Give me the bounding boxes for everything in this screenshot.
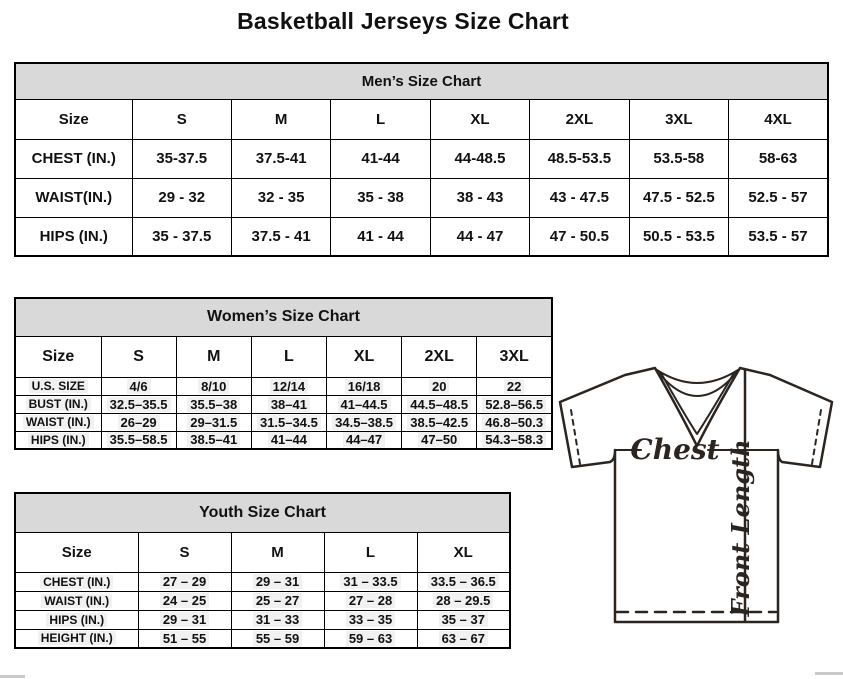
column-header: 2XL bbox=[530, 99, 629, 139]
header-row bbox=[15, 532, 510, 572]
size-cell: 47.5 - 52.5 bbox=[629, 178, 728, 217]
size-cell: 38–41 bbox=[251, 395, 326, 413]
size-cell: 31 – 33.5 bbox=[324, 572, 417, 591]
banner-row bbox=[15, 63, 828, 99]
size-cell: 31.5–34.5 bbox=[251, 413, 326, 431]
column-header: L bbox=[251, 336, 326, 377]
size-cell: 52.5 - 57 bbox=[729, 178, 828, 217]
column-header: 4XL bbox=[729, 99, 828, 139]
size-cell: 32 - 35 bbox=[231, 178, 330, 217]
size-cell: 41 - 44 bbox=[331, 217, 430, 256]
column-header: S bbox=[101, 336, 176, 377]
size-cell: 35.5–58.5 bbox=[101, 431, 176, 449]
size-cell: 44–47 bbox=[326, 431, 401, 449]
collar-rib-line bbox=[657, 370, 738, 383]
front-length-label: Front Length bbox=[726, 439, 755, 617]
size-cell: 41–44.5 bbox=[326, 395, 401, 413]
right-cuff-dashed-line bbox=[812, 410, 821, 464]
table-row bbox=[15, 178, 828, 217]
column-header: M bbox=[231, 99, 330, 139]
size-cell: 29–31.5 bbox=[176, 413, 251, 431]
size-cell: 16/18 bbox=[326, 377, 401, 395]
size-cell: 41-44 bbox=[331, 139, 430, 178]
row-label: HIPS (IN.) bbox=[15, 217, 132, 256]
size-cell: 38 - 43 bbox=[430, 178, 529, 217]
column-header: M bbox=[176, 336, 251, 377]
table-row bbox=[15, 629, 510, 648]
size-cell: 32.5–35.5 bbox=[101, 395, 176, 413]
column-header: 3XL bbox=[477, 336, 552, 377]
jersey-illustration bbox=[556, 360, 843, 632]
size-cell: 46.8–50.3 bbox=[477, 413, 552, 431]
banner-row bbox=[15, 298, 552, 336]
column-header: 3XL bbox=[629, 99, 728, 139]
size-cell: 20 bbox=[402, 377, 477, 395]
table-row bbox=[15, 572, 510, 591]
womens-size-chart-table bbox=[14, 297, 553, 450]
column-header: Size bbox=[15, 532, 138, 572]
row-label: CHEST (IN.) bbox=[15, 139, 132, 178]
row-label: CHEST (IN.) bbox=[15, 572, 138, 591]
row-label: HEIGHT (IN.) bbox=[15, 629, 138, 648]
column-header: 2XL bbox=[402, 336, 477, 377]
size-cell: 53.5-58 bbox=[629, 139, 728, 178]
youth-size-chart-table bbox=[14, 492, 511, 649]
size-cell: 59 – 63 bbox=[324, 629, 417, 648]
size-cell: 53.5 - 57 bbox=[729, 217, 828, 256]
chest-label: Chest bbox=[630, 433, 720, 466]
size-cell: 35 – 37 bbox=[417, 610, 510, 629]
table-row bbox=[15, 591, 510, 610]
size-cell: 51 – 55 bbox=[138, 629, 231, 648]
table-row bbox=[15, 377, 552, 395]
table-row bbox=[15, 139, 828, 178]
row-label: U.S. SIZE bbox=[15, 377, 101, 395]
size-cell: 29 - 32 bbox=[132, 178, 231, 217]
mens-size-chart-table bbox=[14, 62, 829, 257]
column-header: S bbox=[132, 99, 231, 139]
chart-banner: Women’s Size Chart bbox=[15, 298, 552, 336]
size-cell: 55 – 59 bbox=[231, 629, 324, 648]
size-cell: 27 – 28 bbox=[324, 591, 417, 610]
column-header: XL bbox=[430, 99, 529, 139]
size-cell: 63 – 67 bbox=[417, 629, 510, 648]
row-label: HIPS (IN.) bbox=[15, 610, 138, 629]
banner-row bbox=[15, 493, 510, 532]
column-header: XL bbox=[326, 336, 401, 377]
table-row bbox=[15, 217, 828, 256]
size-cell: 38.5–42.5 bbox=[402, 413, 477, 431]
left-cuff-dashed-line bbox=[571, 410, 580, 464]
size-cell: 37.5-41 bbox=[231, 139, 330, 178]
row-label: WAIST(IN.) bbox=[15, 178, 132, 217]
row-label: BUST (IN.) bbox=[15, 395, 101, 413]
size-cell: 44-48.5 bbox=[430, 139, 529, 178]
size-cell: 47 - 50.5 bbox=[530, 217, 629, 256]
jersey-measurement-diagram bbox=[556, 360, 843, 632]
size-cell: 38.5–41 bbox=[176, 431, 251, 449]
size-cell: 58-63 bbox=[729, 139, 828, 178]
table-row bbox=[15, 413, 552, 431]
size-cell: 50.5 - 53.5 bbox=[629, 217, 728, 256]
chart-banner: Youth Size Chart bbox=[15, 493, 510, 532]
size-cell: 47–50 bbox=[402, 431, 477, 449]
size-cell: 4/6 bbox=[101, 377, 176, 395]
scrollbar-fragment-left bbox=[0, 675, 25, 678]
size-cell: 29 – 31 bbox=[138, 610, 231, 629]
size-cell: 35 - 37.5 bbox=[132, 217, 231, 256]
column-header: XL bbox=[417, 532, 510, 572]
size-cell: 26–29 bbox=[101, 413, 176, 431]
size-cell: 31 – 33 bbox=[231, 610, 324, 629]
size-cell: 33.5 – 36.5 bbox=[417, 572, 510, 591]
size-cell: 29 – 31 bbox=[231, 572, 324, 591]
column-header: M bbox=[231, 532, 324, 572]
size-cell: 44 - 47 bbox=[430, 217, 529, 256]
size-cell: 33 – 35 bbox=[324, 610, 417, 629]
size-cell: 41–44 bbox=[251, 431, 326, 449]
size-cell: 28 – 29.5 bbox=[417, 591, 510, 610]
page-title: Basketball Jerseys Size Chart bbox=[237, 8, 569, 34]
size-cell: 37.5 - 41 bbox=[231, 217, 330, 256]
table-row bbox=[15, 395, 552, 413]
row-label: HIPS (IN.) bbox=[15, 431, 101, 449]
size-cell: 54.3–58.3 bbox=[477, 431, 552, 449]
column-header: Size bbox=[15, 336, 101, 377]
row-label: WAIST (IN.) bbox=[15, 591, 138, 610]
size-cell: 48.5-53.5 bbox=[530, 139, 629, 178]
scrollbar-fragment-right bbox=[815, 672, 843, 675]
size-cell: 24 – 25 bbox=[138, 591, 231, 610]
size-cell: 12/14 bbox=[251, 377, 326, 395]
column-header: Size bbox=[15, 99, 132, 139]
jersey-outline bbox=[560, 368, 832, 622]
chart-banner: Men’s Size Chart bbox=[15, 63, 828, 99]
column-header: L bbox=[331, 99, 430, 139]
row-label: WAIST (IN.) bbox=[15, 413, 101, 431]
size-cell: 52.8–56.5 bbox=[477, 395, 552, 413]
header-row bbox=[15, 336, 552, 377]
size-cell: 35 - 38 bbox=[331, 178, 430, 217]
header-row bbox=[15, 99, 828, 139]
size-cell: 22 bbox=[477, 377, 552, 395]
size-cell: 44.5–48.5 bbox=[402, 395, 477, 413]
table-row bbox=[15, 610, 510, 629]
size-cell: 25 – 27 bbox=[231, 591, 324, 610]
size-cell: 43 - 47.5 bbox=[530, 178, 629, 217]
table-row bbox=[15, 431, 552, 449]
size-cell: 27 – 29 bbox=[138, 572, 231, 591]
column-header: S bbox=[138, 532, 231, 572]
size-cell: 34.5–38.5 bbox=[326, 413, 401, 431]
size-cell: 8/10 bbox=[176, 377, 251, 395]
size-cell: 35.5–38 bbox=[176, 395, 251, 413]
column-header: L bbox=[324, 532, 417, 572]
size-cell: 35-37.5 bbox=[132, 139, 231, 178]
